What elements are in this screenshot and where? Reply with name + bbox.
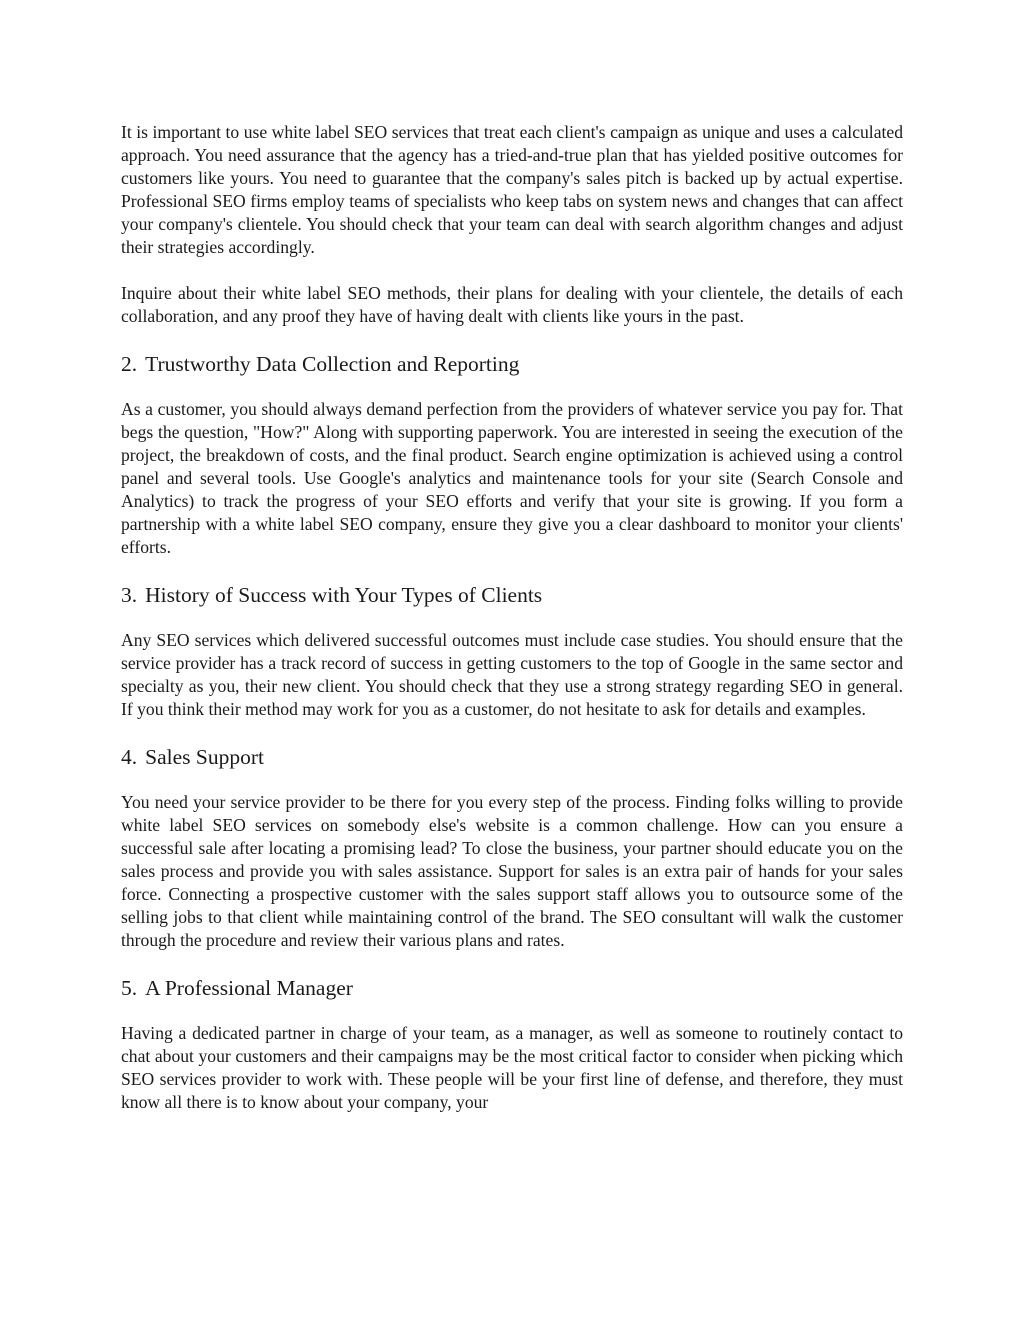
- section-heading-3: [121, 581, 903, 609]
- section-title: Trustworthy Data Collection and Reporting: [145, 352, 520, 376]
- section-heading-5: [121, 974, 903, 1002]
- section-body-4: You need your service provider to be there for you every step of the process. Finding folks willing to provide white label SEO services on somebody else's website is a common challenge. How can you ensure a successful sale after locating a promising lead? To close the business, your partner should educate you on the sales process and provide you with sales assistance. Support for sales is an extra pair of hands for your sales force. Connecting a prospective customer with the sales support staff allows you to outsource some of the selling jobs to that client while maintaining control of the brand. The SEO consultant will walk the customer through the procedure and review their various plans and rates.: [121, 792, 903, 950]
- section-number: 4.: [121, 745, 138, 769]
- section-title: History of Success with Your Types of Clients: [145, 583, 543, 607]
- section-body-3: Any SEO services which delivered successful outcomes must include case studies. You should ensure that the service provider has a track record of success in getting customers to the top of Google in the same sector and specialty as you, their new client. You should check that they use a strong strategy regarding SEO in general. If you think their method may work for you as a customer, do not hesitate to ask for details and examples.: [121, 630, 903, 719]
- section-number: 3.: [121, 583, 138, 607]
- section-body-2: As a customer, you should always demand perfection from the providers of whatever service you pay for. That begs the question, "How?" Along with supporting paperwork. You are interested in seeing the execution of the project, the breakdown of costs, and the final product. Search engine optimization is achieved using a control panel and several tools. Use Google's analytics and maintenance tools for your site (Search Console and Analytics) to track the progress of your SEO efforts and verify that your site is growing. If you form a partnership with a white label SEO company, ensure they give you a clear dashboard to monitor your clients' efforts.: [121, 399, 903, 557]
- intro-paragraph-1: It is important to use white label SEO services that treat each client's campaign as unique and uses a calculated approach. You need assurance that the agency has a tried-and-true plan that has yielded positive outcomes for customers like yours. You need to guarantee that the company's sales pitch is backed up by actual expertise. Professional SEO firms employ teams of specialists who keep tabs on system news and changes that can affect your company's clientele. You should check that your team can deal with search algorithm changes and adjust their strategies accordingly.: [121, 122, 903, 257]
- section-number: 2.: [121, 352, 138, 376]
- section-number: 5.: [121, 976, 138, 1000]
- section-title: A Professional Manager: [145, 976, 353, 1000]
- section-title: Sales Support: [145, 745, 264, 769]
- section-body-5: Having a dedicated partner in charge of your team, as a manager, as well as someone to routinely contact to chat about your customers and their campaigns may be the most critical factor to consider when picking which SEO services provider to work with. These people will be your first line of defense, and therefore, they must know all there is to know about your company, your: [121, 1023, 903, 1112]
- intro-paragraph-2: Inquire about their white label SEO methods, their plans for dealing with your clientele, the details of each collaboration, and any proof they have of having dealt with clients like yours in the past.: [121, 283, 903, 326]
- document-page: [121, 121, 903, 1114]
- section-heading-2: [121, 350, 903, 378]
- section-heading-4: [121, 743, 903, 771]
